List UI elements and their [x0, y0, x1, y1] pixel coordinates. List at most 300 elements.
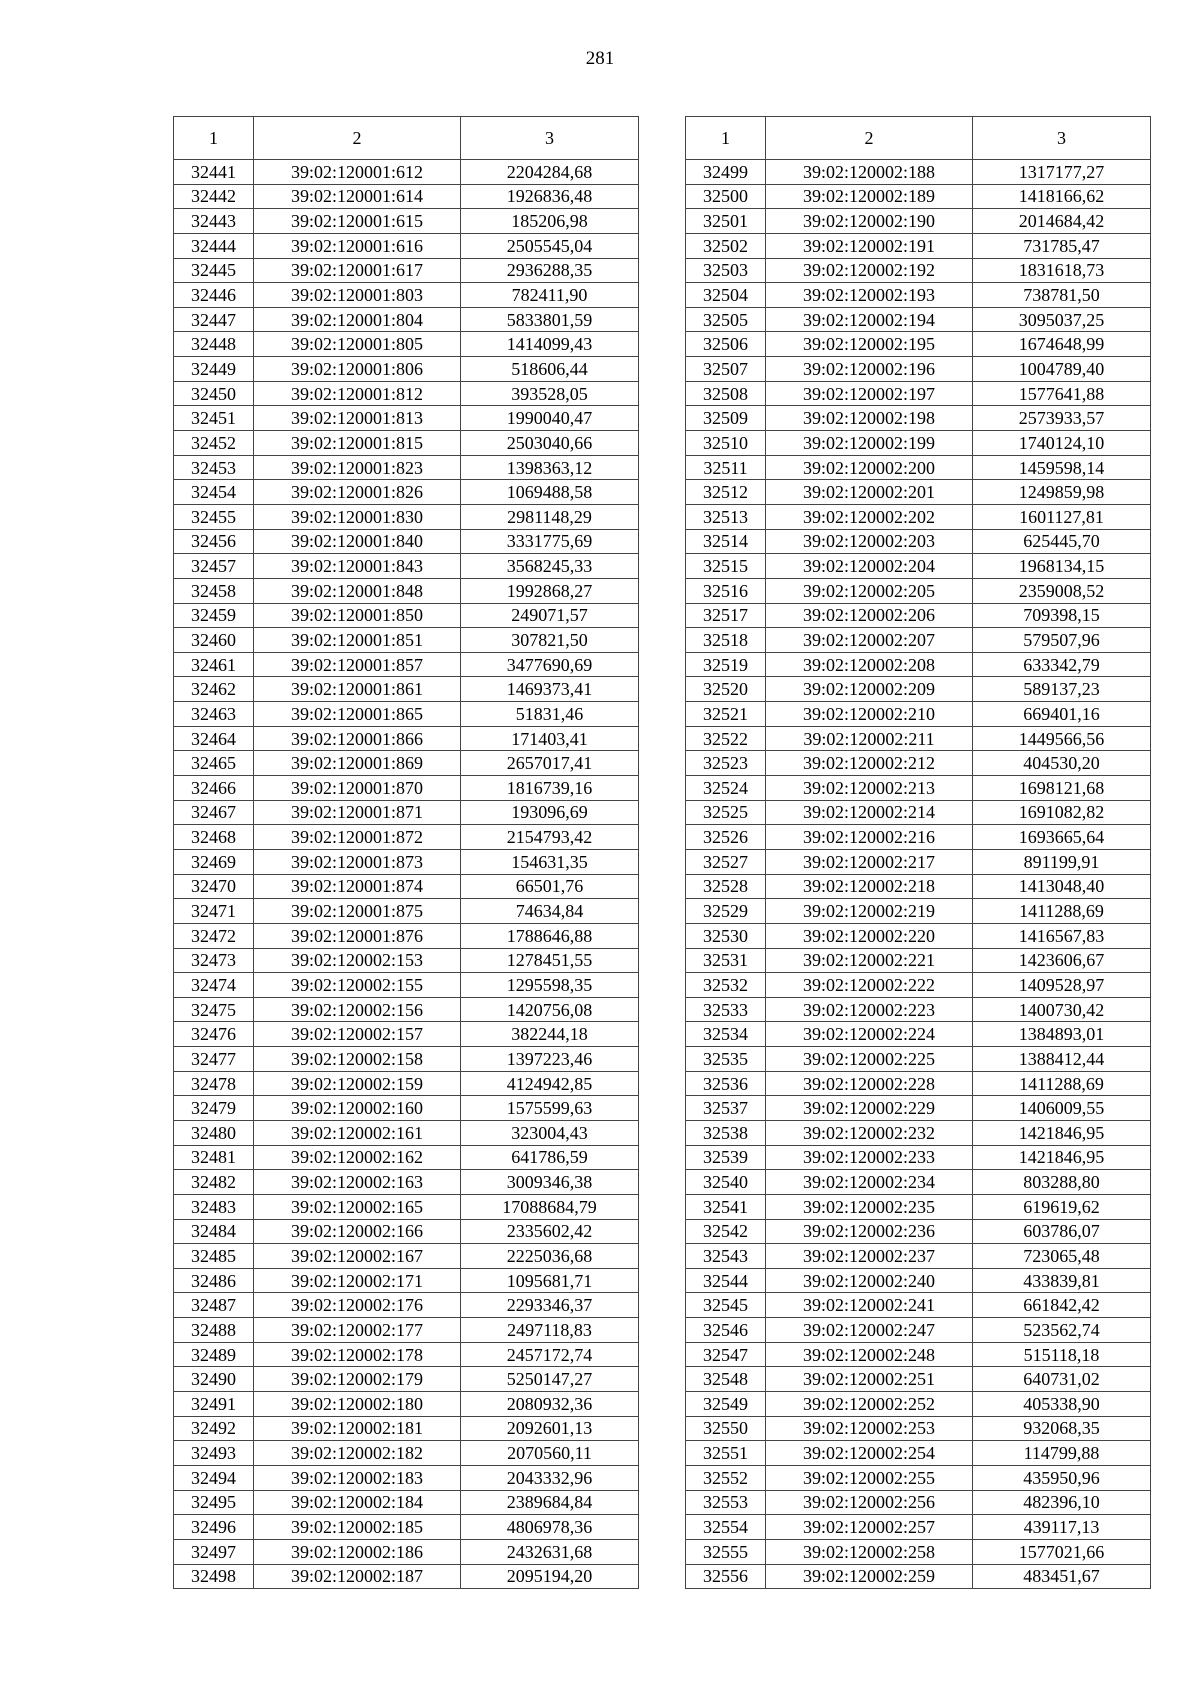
row-number-cell: 32521 [686, 702, 766, 727]
value-cell: 1926836,48 [461, 184, 639, 209]
value-cell: 641786,59 [461, 1145, 639, 1170]
value-cell: 1400730,42 [973, 997, 1151, 1022]
value-cell: 1249859,98 [973, 480, 1151, 505]
table-row [686, 233, 1151, 258]
cadastral-number-cell: 39:02:120002:204 [766, 554, 973, 579]
table-row [686, 849, 1151, 874]
row-number-cell: 32466 [174, 776, 254, 801]
value-cell: 1423606,67 [973, 948, 1151, 973]
table-row [686, 1268, 1151, 1293]
row-number-cell: 32489 [174, 1342, 254, 1367]
table-row [174, 726, 639, 751]
value-cell: 1388412,44 [973, 1047, 1151, 1072]
value-cell: 1577641,88 [973, 381, 1151, 406]
table-row [686, 258, 1151, 283]
cadastral-number-cell: 39:02:120001:869 [254, 751, 461, 776]
row-number-cell: 32470 [174, 874, 254, 899]
table-row [174, 1096, 639, 1121]
cadastral-number-cell: 39:02:120002:259 [766, 1564, 973, 1589]
header-col-3: 3 [461, 117, 639, 160]
row-number-cell: 32494 [174, 1465, 254, 1490]
table-row [686, 726, 1151, 751]
row-number-cell: 32530 [686, 923, 766, 948]
value-cell: 1397223,46 [461, 1047, 639, 1072]
row-number-cell: 32499 [686, 160, 766, 185]
row-number-cell: 32509 [686, 406, 766, 431]
value-cell: 1414099,43 [461, 332, 639, 357]
row-number-cell: 32456 [174, 529, 254, 554]
row-number-cell: 32444 [174, 233, 254, 258]
cadastral-number-cell: 39:02:120001:857 [254, 652, 461, 677]
value-cell: 393528,05 [461, 381, 639, 406]
value-cell: 2092601,13 [461, 1416, 639, 1441]
value-cell: 723065,48 [973, 1244, 1151, 1269]
cadastral-number-cell: 39:02:120001:871 [254, 800, 461, 825]
value-cell: 2936288,35 [461, 258, 639, 283]
row-number-cell: 32546 [686, 1318, 766, 1343]
value-cell: 1831618,73 [973, 258, 1151, 283]
cadastral-number-cell: 39:02:120002:233 [766, 1145, 973, 1170]
row-number-cell: 32496 [174, 1515, 254, 1540]
value-cell: 5833801,59 [461, 307, 639, 332]
value-cell: 2981148,29 [461, 504, 639, 529]
cadastral-number-cell: 39:02:120002:251 [766, 1367, 973, 1392]
row-number-cell: 32511 [686, 455, 766, 480]
row-number-cell: 32533 [686, 997, 766, 1022]
row-number-cell: 32536 [686, 1071, 766, 1096]
table-row [174, 923, 639, 948]
value-cell: 1788646,88 [461, 923, 639, 948]
cadastral-number-cell: 39:02:120002:217 [766, 849, 973, 874]
table-row [174, 677, 639, 702]
row-number-cell: 32538 [686, 1120, 766, 1145]
table-row [686, 529, 1151, 554]
table-row [686, 874, 1151, 899]
value-cell: 661842,42 [973, 1293, 1151, 1318]
cadastral-number-cell: 39:02:120002:212 [766, 751, 973, 776]
cadastral-number-cell: 39:02:120002:205 [766, 578, 973, 603]
row-number-cell: 32498 [174, 1564, 254, 1589]
cadastral-number-cell: 39:02:120002:247 [766, 1318, 973, 1343]
row-number-cell: 32454 [174, 480, 254, 505]
cadastral-number-cell: 39:02:120002:162 [254, 1145, 461, 1170]
row-number-cell: 32531 [686, 948, 766, 973]
value-cell: 2014684,42 [973, 209, 1151, 234]
value-cell: 1421846,95 [973, 1120, 1151, 1145]
row-number-cell: 32447 [174, 307, 254, 332]
row-number-cell: 32443 [174, 209, 254, 234]
table-row [174, 652, 639, 677]
cadastral-number-cell: 39:02:120001:812 [254, 381, 461, 406]
row-number-cell: 32493 [174, 1441, 254, 1466]
row-number-cell: 32491 [174, 1392, 254, 1417]
table-row [174, 628, 639, 653]
table-row [686, 923, 1151, 948]
cadastral-number-cell: 39:02:120002:209 [766, 677, 973, 702]
value-cell: 579507,96 [973, 628, 1151, 653]
value-cell: 154631,35 [461, 849, 639, 874]
row-number-cell: 32473 [174, 948, 254, 973]
row-number-cell: 32508 [686, 381, 766, 406]
value-cell: 2043332,96 [461, 1465, 639, 1490]
row-number-cell: 32514 [686, 529, 766, 554]
cadastral-number-cell: 39:02:120002:253 [766, 1416, 973, 1441]
row-number-cell: 32457 [174, 554, 254, 579]
cadastral-number-cell: 39:02:120002:156 [254, 997, 461, 1022]
table-row [174, 1244, 639, 1269]
table-row [686, 997, 1151, 1022]
value-cell: 66501,76 [461, 874, 639, 899]
table-row [686, 1342, 1151, 1367]
cadastral-number-cell: 39:02:120002:228 [766, 1071, 973, 1096]
table-row [686, 431, 1151, 456]
cadastral-number-cell: 39:02:120002:167 [254, 1244, 461, 1269]
table-row [686, 406, 1151, 431]
value-cell: 1411288,69 [973, 899, 1151, 924]
table-row [174, 1219, 639, 1244]
value-cell: 249071,57 [461, 603, 639, 628]
value-cell: 2154793,42 [461, 825, 639, 850]
table-row [174, 973, 639, 998]
value-cell: 1691082,82 [973, 800, 1151, 825]
value-cell: 3095037,25 [973, 307, 1151, 332]
value-cell: 1816739,16 [461, 776, 639, 801]
value-cell: 2095194,20 [461, 1564, 639, 1589]
row-number-cell: 32483 [174, 1194, 254, 1219]
cadastral-number-cell: 39:02:120002:158 [254, 1047, 461, 1072]
row-number-cell: 32477 [174, 1047, 254, 1072]
cadastral-number-cell: 39:02:120002:222 [766, 973, 973, 998]
table-row [174, 209, 639, 234]
cadastral-number-cell: 39:02:120001:614 [254, 184, 461, 209]
row-number-cell: 32516 [686, 578, 766, 603]
value-cell: 1069488,58 [461, 480, 639, 505]
table-row [174, 1145, 639, 1170]
cadastral-number-cell: 39:02:120002:236 [766, 1219, 973, 1244]
value-cell: 1004789,40 [973, 357, 1151, 382]
value-cell: 1693665,64 [973, 825, 1151, 850]
cadastral-number-cell: 39:02:120002:187 [254, 1564, 461, 1589]
cadastral-number-cell: 39:02:120001:826 [254, 480, 461, 505]
table-row [174, 1392, 639, 1417]
value-cell: 1575599,63 [461, 1096, 639, 1121]
table-row [174, 258, 639, 283]
cadastral-number-cell: 39:02:120002:199 [766, 431, 973, 456]
value-cell: 405338,90 [973, 1392, 1151, 1417]
value-cell: 2359008,52 [973, 578, 1151, 603]
table-row [686, 800, 1151, 825]
row-number-cell: 32553 [686, 1490, 766, 1515]
value-cell: 1990040,47 [461, 406, 639, 431]
table-row [686, 1392, 1151, 1417]
row-number-cell: 32539 [686, 1145, 766, 1170]
table-row [174, 751, 639, 776]
cadastral-number-cell: 39:02:120002:206 [766, 603, 973, 628]
cadastral-number-cell: 39:02:120002:160 [254, 1096, 461, 1121]
table-row [174, 1268, 639, 1293]
row-number-cell: 32492 [174, 1416, 254, 1441]
value-cell: 515118,18 [973, 1342, 1151, 1367]
table-row [174, 1047, 639, 1072]
table-row [174, 332, 639, 357]
cadastral-number-cell: 39:02:120002:181 [254, 1416, 461, 1441]
row-number-cell: 32479 [174, 1096, 254, 1121]
row-number-cell: 32478 [174, 1071, 254, 1096]
cadastral-number-cell: 39:02:120001:804 [254, 307, 461, 332]
cadastral-number-cell: 39:02:120001:865 [254, 702, 461, 727]
cadastral-number-cell: 39:02:120001:617 [254, 258, 461, 283]
table-row [686, 1071, 1151, 1096]
value-cell: 482396,10 [973, 1490, 1151, 1515]
table-row [174, 1416, 639, 1441]
cadastral-number-cell: 39:02:120001:874 [254, 874, 461, 899]
value-cell: 603786,07 [973, 1219, 1151, 1244]
value-cell: 709398,15 [973, 603, 1151, 628]
value-cell: 731785,47 [973, 233, 1151, 258]
value-cell: 633342,79 [973, 652, 1151, 677]
row-number-cell: 32523 [686, 751, 766, 776]
header-col-2: 2 [766, 117, 973, 160]
value-cell: 433839,81 [973, 1268, 1151, 1293]
value-cell: 3009346,38 [461, 1170, 639, 1195]
value-cell: 2573933,57 [973, 406, 1151, 431]
table-row [174, 1515, 639, 1540]
table-row [174, 874, 639, 899]
value-cell: 738781,50 [973, 283, 1151, 308]
cadastral-number-cell: 39:02:120002:201 [766, 480, 973, 505]
row-number-cell: 32501 [686, 209, 766, 234]
table-row [686, 381, 1151, 406]
value-cell: 523562,74 [973, 1318, 1151, 1343]
cadastral-number-cell: 39:02:120002:208 [766, 652, 973, 677]
row-number-cell: 32468 [174, 825, 254, 850]
row-number-cell: 32504 [686, 283, 766, 308]
row-number-cell: 32485 [174, 1244, 254, 1269]
row-number-cell: 32500 [686, 184, 766, 209]
value-cell: 1449566,56 [973, 726, 1151, 751]
value-cell: 2070560,11 [461, 1441, 639, 1466]
value-cell: 1418166,62 [973, 184, 1151, 209]
table-row [686, 1120, 1151, 1145]
header-row [686, 117, 1151, 160]
table-row [174, 1342, 639, 1367]
cadastral-number-cell: 39:02:120001:875 [254, 899, 461, 924]
table-row [686, 504, 1151, 529]
table-row [686, 209, 1151, 234]
table-row [174, 431, 639, 456]
cadastral-number-cell: 39:02:120002:166 [254, 1219, 461, 1244]
table-row [686, 1416, 1151, 1441]
row-number-cell: 32446 [174, 283, 254, 308]
row-number-cell: 32528 [686, 874, 766, 899]
cadastral-number-cell: 39:02:120002:191 [766, 233, 973, 258]
value-cell: 1459598,14 [973, 455, 1151, 480]
cadastral-number-cell: 39:02:120001:843 [254, 554, 461, 579]
row-number-cell: 32450 [174, 381, 254, 406]
table-row [174, 504, 639, 529]
row-number-cell: 32462 [174, 677, 254, 702]
table-row [174, 1022, 639, 1047]
cadastral-number-cell: 39:02:120002:178 [254, 1342, 461, 1367]
header-col-3: 3 [973, 117, 1151, 160]
cadastral-number-cell: 39:02:120001:840 [254, 529, 461, 554]
value-cell: 483451,67 [973, 1564, 1151, 1589]
value-cell: 4806978,36 [461, 1515, 639, 1540]
table-row [174, 800, 639, 825]
value-cell: 2657017,41 [461, 751, 639, 776]
cadastral-number-cell: 39:02:120001:850 [254, 603, 461, 628]
value-cell: 4124942,85 [461, 1071, 639, 1096]
cadastral-number-cell: 39:02:120002:210 [766, 702, 973, 727]
value-cell: 1278451,55 [461, 948, 639, 973]
value-cell: 185206,98 [461, 209, 639, 234]
row-number-cell: 32458 [174, 578, 254, 603]
table-row [686, 1441, 1151, 1466]
value-cell: 1409528,97 [973, 973, 1151, 998]
table-row [174, 702, 639, 727]
row-number-cell: 32522 [686, 726, 766, 751]
table-row [686, 357, 1151, 382]
table-row [174, 381, 639, 406]
table-row [686, 1318, 1151, 1343]
row-number-cell: 32535 [686, 1047, 766, 1072]
value-cell: 1698121,68 [973, 776, 1151, 801]
row-number-cell: 32556 [686, 1564, 766, 1589]
row-number-cell: 32475 [174, 997, 254, 1022]
cadastral-number-cell: 39:02:120002:194 [766, 307, 973, 332]
table-row [174, 184, 639, 209]
table-row [686, 652, 1151, 677]
left-table-body [174, 160, 639, 1589]
table-row [686, 1490, 1151, 1515]
row-number-cell: 32474 [174, 973, 254, 998]
value-cell: 589137,23 [973, 677, 1151, 702]
cadastral-number-cell: 39:02:120001:870 [254, 776, 461, 801]
cadastral-number-cell: 39:02:120002:161 [254, 1120, 461, 1145]
value-cell: 1577021,66 [973, 1539, 1151, 1564]
table-row [686, 1194, 1151, 1219]
table-row [686, 825, 1151, 850]
value-cell: 2497118,83 [461, 1318, 639, 1343]
table-row [686, 1244, 1151, 1269]
cadastral-number-cell: 39:02:120002:219 [766, 899, 973, 924]
row-number-cell: 32490 [174, 1367, 254, 1392]
cadastral-number-cell: 39:02:120002:211 [766, 726, 973, 751]
value-cell: 891199,91 [973, 849, 1151, 874]
cadastral-number-cell: 39:02:120002:225 [766, 1047, 973, 1072]
table-row [174, 1194, 639, 1219]
table-row [686, 1367, 1151, 1392]
cadastral-number-cell: 39:02:120002:157 [254, 1022, 461, 1047]
cadastral-number-cell: 39:02:120002:192 [766, 258, 973, 283]
value-cell: 1601127,81 [973, 504, 1151, 529]
row-number-cell: 32449 [174, 357, 254, 382]
cadastral-number-cell: 39:02:120002:224 [766, 1022, 973, 1047]
table-row [686, 578, 1151, 603]
value-cell: 619619,62 [973, 1194, 1151, 1219]
value-cell: 1421846,95 [973, 1145, 1151, 1170]
row-number-cell: 32552 [686, 1465, 766, 1490]
cadastral-number-cell: 39:02:120001:803 [254, 283, 461, 308]
cadastral-number-cell: 39:02:120002:256 [766, 1490, 973, 1515]
table-row [174, 603, 639, 628]
table-row [686, 184, 1151, 209]
cadastral-number-cell: 39:02:120002:200 [766, 455, 973, 480]
row-number-cell: 32527 [686, 849, 766, 874]
table-row [174, 1441, 639, 1466]
cadastral-number-cell: 39:02:120002:189 [766, 184, 973, 209]
cadastral-number-cell: 39:02:120002:216 [766, 825, 973, 850]
cadastral-number-cell: 39:02:120002:183 [254, 1465, 461, 1490]
row-number-cell: 32487 [174, 1293, 254, 1318]
row-number-cell: 32455 [174, 504, 254, 529]
row-number-cell: 32529 [686, 899, 766, 924]
row-number-cell: 32463 [174, 702, 254, 727]
cadastral-number-cell: 39:02:120002:188 [766, 160, 973, 185]
table-row [686, 628, 1151, 653]
cadastral-number-cell: 39:02:120002:190 [766, 209, 973, 234]
cadastral-number-cell: 39:02:120002:171 [254, 1268, 461, 1293]
row-number-cell: 32503 [686, 258, 766, 283]
row-number-cell: 32512 [686, 480, 766, 505]
table-row [174, 1490, 639, 1515]
table-row [686, 1219, 1151, 1244]
value-cell: 435950,96 [973, 1465, 1151, 1490]
row-number-cell: 32481 [174, 1145, 254, 1170]
value-cell: 1406009,55 [973, 1096, 1151, 1121]
cadastral-number-cell: 39:02:120002:159 [254, 1071, 461, 1096]
row-number-cell: 32484 [174, 1219, 254, 1244]
row-number-cell: 32520 [686, 677, 766, 702]
row-number-cell: 32459 [174, 603, 254, 628]
value-cell: 782411,90 [461, 283, 639, 308]
table-row [174, 455, 639, 480]
cadastral-number-cell: 39:02:120002:221 [766, 948, 973, 973]
cadastral-number-cell: 39:02:120002:176 [254, 1293, 461, 1318]
row-number-cell: 32495 [174, 1490, 254, 1515]
row-number-cell: 32441 [174, 160, 254, 185]
cadastral-number-cell: 39:02:120002:248 [766, 1342, 973, 1367]
table-row [686, 332, 1151, 357]
value-cell: 1420756,08 [461, 997, 639, 1022]
table-row [174, 1120, 639, 1145]
table-row [174, 283, 639, 308]
value-cell: 803288,80 [973, 1170, 1151, 1195]
cadastral-number-cell: 39:02:120002:153 [254, 948, 461, 973]
cadastral-number-cell: 39:02:120002:213 [766, 776, 973, 801]
row-number-cell: 32469 [174, 849, 254, 874]
table-row [686, 1539, 1151, 1564]
table-row [174, 1539, 639, 1564]
value-cell: 1416567,83 [973, 923, 1151, 948]
value-cell: 2432631,68 [461, 1539, 639, 1564]
table-row [686, 1564, 1151, 1589]
cadastral-number-cell: 39:02:120001:823 [254, 455, 461, 480]
row-number-cell: 32445 [174, 258, 254, 283]
row-number-cell: 32453 [174, 455, 254, 480]
row-number-cell: 32505 [686, 307, 766, 332]
cadastral-number-cell: 39:02:120002:240 [766, 1268, 973, 1293]
cadastral-number-cell: 39:02:120001:813 [254, 406, 461, 431]
left-table [173, 116, 639, 1589]
right-table [685, 116, 1151, 1589]
value-cell: 1398363,12 [461, 455, 639, 480]
value-cell: 2503040,66 [461, 431, 639, 456]
row-number-cell: 32540 [686, 1170, 766, 1195]
table-row [174, 1367, 639, 1392]
table-row [686, 480, 1151, 505]
header-row [174, 117, 639, 160]
